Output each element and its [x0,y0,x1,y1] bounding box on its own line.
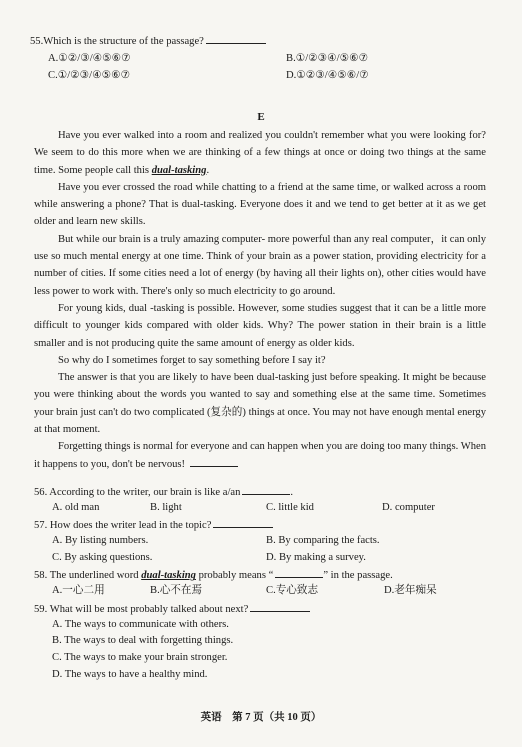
option-c[interactable]: C.专心致志 [266,585,319,597]
option-c[interactable]: C.①/②③/④⑤⑥⑦ [48,70,131,81]
option-row [34,502,494,519]
paragraph-3: But while our brain is a truly amazing computer- more powerful than any real computer，it can only use so much mental energy at one time. Think of your brain as a power station, providing electricity for a number of cities. If some cities need a lot of energy (by having all their lights on), other cities would have less power to work with. There's only so much electricity to go around. [34,233,486,297]
paragraph-text: . [206,164,210,176]
answer-blank[interactable] [190,457,238,467]
question-56: 56. According to the writer, our brain is like a/an . [34,487,294,498]
option-c[interactable]: C. By asking questions. [52,551,153,563]
option-b[interactable]: B. By comparing the facts. [266,535,380,547]
option-d[interactable]: D.老年痴呆 [384,585,437,597]
answer-blank[interactable] [206,34,266,44]
section-title: E [257,111,265,123]
option-row [30,70,510,87]
paragraph-1 [34,127,486,179]
option-d[interactable]: D.①②③/④⑤⑥/⑦ [286,70,369,81]
paragraph-7 [34,438,486,473]
paragraph-4: For young kids, dual -tasking is possible. However, some studies suggest that it can be a little more difficult to younger kids compared with older kids. Why? The power station in their brain is a little smaller and is not producing quite the same amount of energy as older kids. [34,302,486,349]
answer-blank[interactable] [250,602,310,612]
paragraph-text: Have you ever walked into a room and realized you couldn't remember what you were looking for? We seem to do this more when we are thinking of a few things at once or doing two things at the same time. Some people call this [34,130,486,176]
answer-blank[interactable] [242,485,290,495]
question-text: 58. The underlined word [34,570,142,582]
paragraph-2: Have you ever crossed the road while chatting to a friend at the same time, or walked across a room while answering a phone? That is dual-tasking. Everyone does it and we tend to get better at it as we get older and learn new skills. [34,181,486,228]
paragraph-6: The answer is that you are likely to have been dual-tasking just before speaking. It might be because you were thinking about the words you wanted to say and something else at the same time. Sometimes your brain just can't do two complicated (复杂的) things at once. You may not have enough mental energy at that moment. [34,372,486,436]
option-a[interactable]: A. The ways to communicate with others. [52,618,229,630]
paragraph-5: So why do I sometimes forget to say something before I say it? [58,354,326,366]
option-a[interactable]: A.①②/③/④⑤⑥⑦ [48,53,131,64]
question-stem [30,34,510,51]
reading-passage [34,127,486,473]
option-b[interactable]: B. The ways to deal with forgetting things. [52,635,234,647]
option-b[interactable]: B.心不在焉 [150,585,203,597]
question-text: probably means “ [195,570,274,582]
option-a[interactable]: A.一心二用 [52,585,105,597]
question-text: 57. How does the writer lead in the topic? [34,520,212,532]
option-d[interactable]: D. The ways to have a healthy mind. [52,668,208,680]
option-b[interactable]: B. light [150,501,182,513]
question-text: 59. What will be most probably talked about next? [34,603,249,615]
option-row [34,535,494,552]
underlined-term: dual-tasking [151,164,207,176]
option-d[interactable]: D. By making a survey. [266,551,366,563]
option-row [30,53,510,70]
option-row [34,585,494,602]
question-55 [30,34,510,87]
option-c[interactable]: C. little kid [266,501,314,513]
page-footer: 英语 第 7 页（共 10 页） [200,712,322,723]
option-d[interactable]: D. computer [382,501,435,513]
paragraph-text: Forgetting things is normal for everyone and can happen when you are doing too many things. When it happens to you, don't be nervous! [34,441,486,470]
question-text: 55.Which is the structure of the passage? [30,36,204,47]
answer-blank[interactable] [275,568,323,578]
question-58 [34,568,494,585]
option-row [34,552,494,569]
question-list [34,485,494,685]
question-text: ” in the passage. [323,570,393,582]
option-a[interactable]: A. old man [52,501,100,513]
question-59 [34,602,494,619]
question-text: 56. According to the writer, our brain is like a/an [34,487,241,498]
option-a[interactable]: A. By listing numbers. [52,535,149,547]
option-b[interactable]: B.①/②③④/⑤⑥⑦ [286,53,369,64]
option-c[interactable]: C. The ways to make your brain stronger. [52,651,228,663]
underlined-term: dual-tasking [141,570,196,582]
question-57 [34,518,494,535]
answer-blank[interactable] [213,518,273,528]
